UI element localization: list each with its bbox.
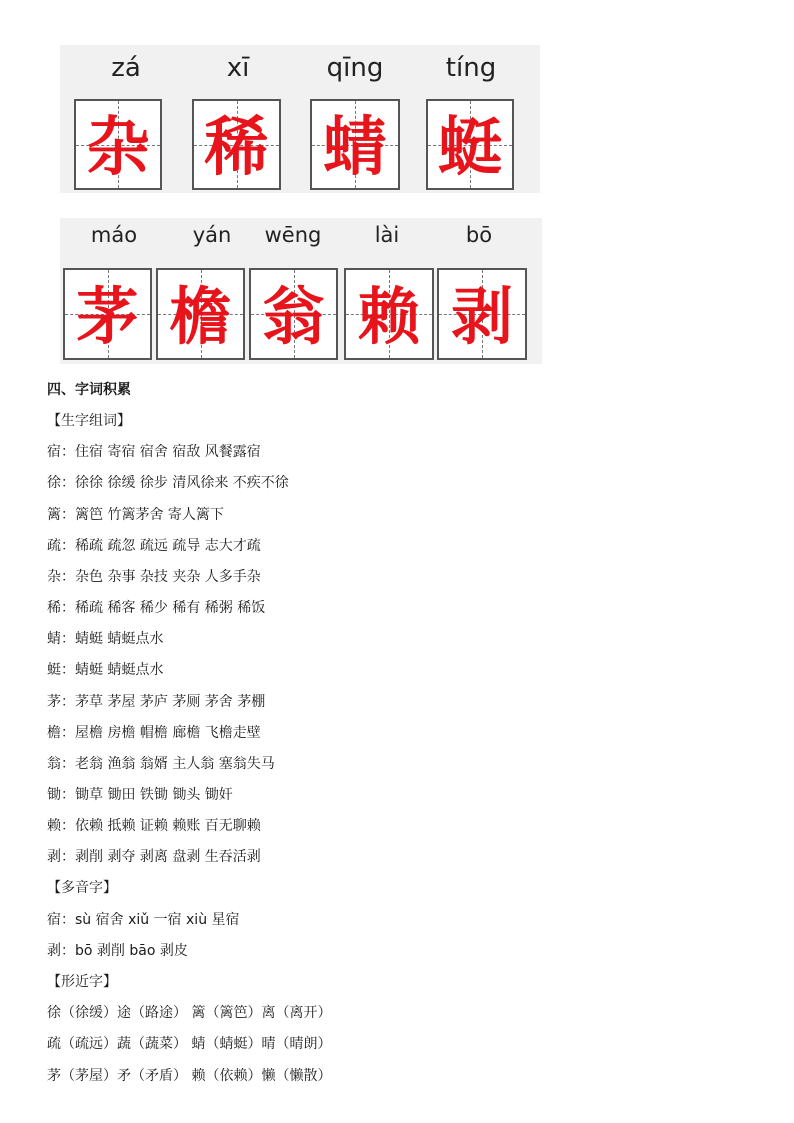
character-grid-box bbox=[310, 99, 400, 190]
word-line: 稀：稀疏 稀客 稀少 稀有 稀粥 稀饭 bbox=[47, 600, 266, 616]
similar-line: 徐（徐缓）途（路途） 篱（篱笆）离（离开） bbox=[47, 1005, 332, 1021]
word-line: 疏：稀疏 疏忽 疏远 疏导 志大才疏 bbox=[47, 538, 261, 554]
character-grid-box bbox=[437, 268, 527, 360]
character-grid-box bbox=[192, 99, 281, 190]
character-grid-box bbox=[249, 268, 338, 360]
character-grid-box bbox=[156, 268, 245, 360]
character: 剥 bbox=[450, 279, 513, 353]
word-line: 蜓：蜻蜓 蜻蜓点水 bbox=[47, 662, 164, 678]
character: 稀 bbox=[204, 109, 269, 185]
polyphone-line: 宿：sù 宿舍 xiǔ 一宿 xiù 星宿 bbox=[47, 912, 240, 928]
polyphone-line: 剥：bō 剥削 bāo 剥皮 bbox=[47, 943, 188, 959]
pinyin-label: wēng bbox=[264, 223, 322, 247]
character-grid-box bbox=[63, 268, 152, 360]
word-line: 蜻：蜻蜓 蜻蜓点水 bbox=[47, 631, 164, 647]
word-line: 锄：锄草 锄田 铁锄 锄头 锄奸 bbox=[47, 787, 233, 803]
character: 翁 bbox=[262, 279, 325, 353]
character-grid-box bbox=[74, 99, 162, 190]
pinyin-label: lài bbox=[374, 223, 400, 247]
word-line: 翁：老翁 渔翁 翁婿 主人翁 塞翁失马 bbox=[47, 756, 275, 772]
word-line: 杂：杂色 杂事 杂技 夹杂 人多手杂 bbox=[47, 569, 261, 585]
word-line: 徐：徐徐 徐缓 徐步 清风徐来 不疾不徐 bbox=[47, 475, 289, 491]
similar-line: 茅（茅屋）矛（矛盾） 赖（依赖）懒（懒散） bbox=[47, 1068, 332, 1084]
similar-heading: 【形近字】 bbox=[47, 974, 117, 990]
words-heading: 【生字组词】 bbox=[47, 413, 131, 429]
character: 赖 bbox=[357, 279, 420, 353]
pinyin-label: tíng bbox=[445, 53, 497, 83]
character: 檐 bbox=[169, 279, 232, 353]
word-line: 檐：屋檐 房檐 帽檐 廊檐 飞檐走壁 bbox=[47, 725, 261, 741]
pinyin-label: máo bbox=[90, 223, 138, 247]
pinyin-label: xī bbox=[226, 53, 250, 83]
polyphone-heading: 【多音字】 bbox=[47, 880, 117, 896]
word-line: 茅：茅草 茅屋 茅庐 茅厕 茅舍 茅棚 bbox=[47, 694, 266, 710]
word-line: 剥：剥削 剥夺 剥离 盘剥 生吞活剥 bbox=[47, 849, 261, 865]
character: 蜻 bbox=[323, 109, 387, 185]
section-title: 四、字词积累 bbox=[47, 382, 131, 398]
word-line: 赖：依赖 抵赖 证赖 赖账 百无聊赖 bbox=[47, 818, 261, 834]
word-line: 篱：篱笆 竹篱茅舍 寄人篱下 bbox=[47, 507, 224, 523]
similar-line: 疏（疏远）蔬（蔬菜） 蜻（蜻蜓）晴（晴朗） bbox=[47, 1036, 332, 1052]
word-line: 宿：住宿 寄宿 宿舍 宿敌 风餐露宿 bbox=[47, 444, 261, 460]
character: 蜓 bbox=[438, 109, 502, 185]
character-card-panel-2 bbox=[60, 218, 542, 364]
pinyin-label: bō bbox=[465, 223, 493, 247]
pinyin-label: qīng bbox=[326, 53, 384, 83]
character-card-panel-1 bbox=[60, 45, 540, 193]
pinyin-label: zá bbox=[111, 53, 141, 83]
pinyin-label: yán bbox=[192, 223, 232, 247]
character: 茅 bbox=[76, 279, 139, 353]
character: 杂 bbox=[86, 109, 150, 185]
character-grid-box bbox=[426, 99, 514, 190]
character-grid-box bbox=[344, 268, 434, 360]
